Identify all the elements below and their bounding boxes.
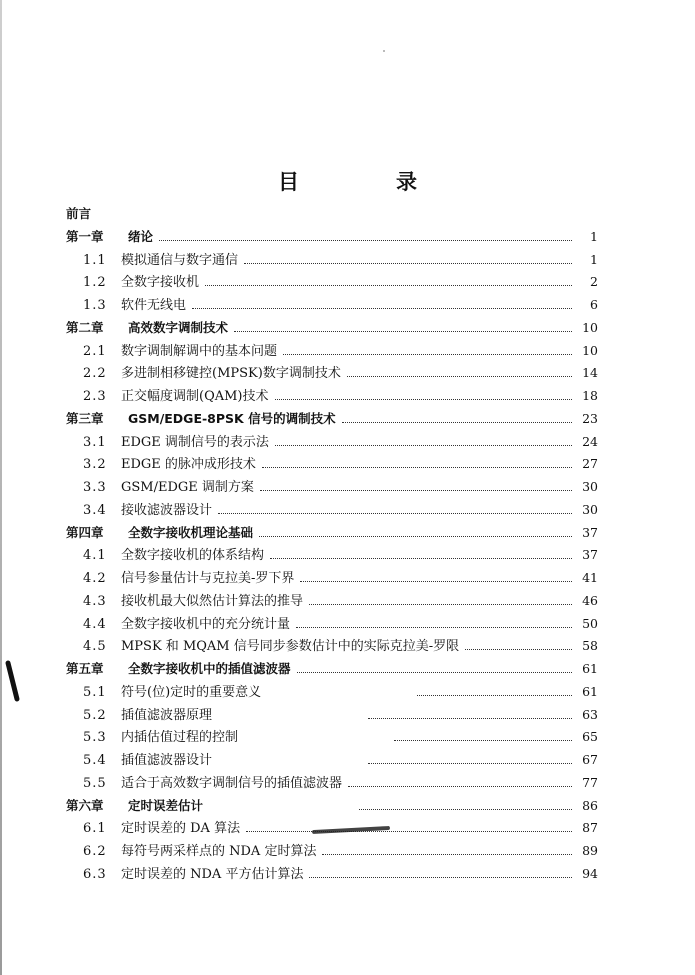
toc-page-number: 10 xyxy=(582,319,598,335)
toc-entry-title: 正交幅度调制(QAM)技术 xyxy=(121,389,269,404)
toc-entry-number: 6.3 xyxy=(83,866,107,882)
toc-page-number: 61 xyxy=(582,661,598,676)
toc-entry-number: 1.1 xyxy=(83,252,107,268)
toc-section-row xyxy=(83,499,598,521)
toc-page-number: 87 xyxy=(582,820,598,836)
toc-entry-title: 插值滤波器设计 xyxy=(121,753,213,768)
toc-entry-number: 第六章 xyxy=(66,797,104,813)
toc-page-number: 89 xyxy=(582,843,598,858)
toc-dot-leader xyxy=(322,854,572,855)
toc-page-number: 61 xyxy=(582,683,598,699)
toc-entry-number: 4.5 xyxy=(83,639,107,655)
toc-entry-number: 5.3 xyxy=(83,730,107,746)
toc-page-number: 77 xyxy=(582,774,598,790)
toc-page-number: 30 xyxy=(582,479,598,494)
toc-entry-number: 3.2 xyxy=(83,457,107,473)
toc-dot-leader xyxy=(260,490,572,491)
toc-entry-number: 2.2 xyxy=(83,366,107,382)
toc-entry-title: 接收滤波器设计 xyxy=(121,502,213,518)
toc-dot-leader xyxy=(246,831,572,832)
toc-entry-number: 6.2 xyxy=(83,844,107,859)
toc-page-number: 1 xyxy=(590,251,598,267)
toc-preface-row xyxy=(66,203,598,225)
toc-page-number: 67 xyxy=(582,752,598,767)
toc-entry-title: 接收机最大似然估计算法的推导 xyxy=(121,593,304,609)
toc-entry-title: 每符号两采样点的 NDA 定时算法 xyxy=(121,844,317,859)
toc-entry-title: 绪论 xyxy=(128,228,154,244)
toc-section-row xyxy=(83,840,598,862)
toc-section-row xyxy=(83,249,598,271)
toc-section-row xyxy=(83,362,598,384)
toc-section-row xyxy=(83,340,598,362)
toc-entry-title: 高效数字调制技术 xyxy=(128,319,229,335)
toc-entry-number: 4.1 xyxy=(83,548,107,564)
toc-entry-title: 全数字接收机理论基础 xyxy=(128,524,254,540)
toc-dot-leader xyxy=(297,672,572,673)
toc-section-row xyxy=(83,294,598,316)
toc-dot-leader xyxy=(270,558,572,559)
toc-entry-title: EDGE 调制信号的表示法 xyxy=(121,434,269,450)
toc-entry-title: 前言 xyxy=(66,206,92,221)
toc-page-number: 10 xyxy=(582,342,598,358)
toc-entry-number: 2.1 xyxy=(83,343,107,359)
toc-page-number: 24 xyxy=(582,433,598,449)
toc-dot-leader xyxy=(234,331,572,332)
toc-section-row xyxy=(83,726,598,748)
toc-page-number: 1 xyxy=(590,228,598,244)
toc-dot-leader xyxy=(394,740,572,741)
toc-entry-title: 定时误差的 NDA 平方估计算法 xyxy=(121,866,304,882)
toc-dot-leader xyxy=(218,513,572,514)
toc-page-number: 65 xyxy=(582,729,598,745)
toc-page-number: 94 xyxy=(582,865,598,881)
toc-entry-number: 第三章 xyxy=(66,410,104,426)
toc-page-number: 50 xyxy=(582,615,598,631)
toc-chapter-row xyxy=(66,317,598,339)
toc-dot-leader xyxy=(296,627,572,628)
toc-chapter-row xyxy=(66,522,598,544)
toc-section-row xyxy=(83,704,598,726)
toc-entry-number: 5.1 xyxy=(83,684,107,700)
toc-entry-number: 1.3 xyxy=(83,298,107,313)
toc-entry-title: 全数字接收机中的插值滤波器 xyxy=(128,661,291,676)
toc-section-row xyxy=(83,863,598,885)
toc-dot-leader xyxy=(244,263,572,264)
toc-page-number: 23 xyxy=(582,410,598,426)
toc-entry-title: 数字调制解调中的基本问题 xyxy=(121,343,278,359)
toc-entry-title: 符号(位)定时的重要意义 xyxy=(121,684,262,700)
toc-entry-title: 多进制相移键控(MPSK)数字调制技术 xyxy=(121,366,341,382)
toc-dot-leader xyxy=(368,763,572,764)
toc-page-number: 58 xyxy=(582,638,598,654)
toc-dot-leader xyxy=(275,399,572,400)
toc-dot-leader xyxy=(465,649,572,650)
toc-entry-title: 全数字接收机的体系结构 xyxy=(121,548,265,564)
toc-dot-leader xyxy=(368,718,572,719)
toc-entry-number: 第五章 xyxy=(66,661,104,676)
toc-entry-title: EDGE 的脉冲成形技术 xyxy=(121,457,256,473)
toc-page-number: 18 xyxy=(582,388,598,403)
page-title: 目 录 xyxy=(278,170,455,194)
toc-entry-number: 第二章 xyxy=(66,319,104,335)
toc-entry-title: 定时误差估计 xyxy=(128,797,204,813)
toc-section-row xyxy=(83,590,598,612)
toc-section-row xyxy=(83,772,598,794)
toc-chapter-row xyxy=(66,408,598,430)
toc-page-number: 41 xyxy=(582,570,598,585)
toc-dot-leader xyxy=(259,536,572,537)
toc-entry-number: 第四章 xyxy=(66,524,104,540)
toc-page-number: 46 xyxy=(582,592,598,608)
toc-page-number: 27 xyxy=(582,456,598,472)
scan-margin-mark xyxy=(5,660,20,702)
toc-entry-number: 4.3 xyxy=(83,593,107,609)
toc-section-row xyxy=(83,749,598,771)
toc-entry-number: 4.2 xyxy=(83,571,107,586)
toc-dot-leader xyxy=(205,285,572,286)
toc-section-row xyxy=(83,476,598,498)
toc-entry-number: 2.3 xyxy=(83,389,107,404)
toc-entry-title: 定时误差的 DA 算法 xyxy=(121,821,241,837)
toc-entry-title: 适合于高效数字调制信号的插值滤波器 xyxy=(121,775,343,791)
toc-entry-title: 插值滤波器原理 xyxy=(121,707,213,723)
toc-entry-number: 3.4 xyxy=(83,502,107,518)
toc-entry-title: MPSK 和 MQAM 信号同步参数估计中的实际克拉美-罗限 xyxy=(121,639,460,655)
toc-section-row xyxy=(83,635,598,657)
toc-page-number: 63 xyxy=(582,706,598,722)
toc-entry-number: 4.4 xyxy=(83,616,107,632)
toc-dot-leader xyxy=(192,308,572,309)
toc-section-row xyxy=(83,431,598,453)
toc-entry-title: 内插估值过程的控制 xyxy=(121,730,239,746)
toc-entry-title: 信号参量估计与克拉美-罗下界 xyxy=(121,571,295,586)
toc-entry-title: GSM/EDGE 调制方案 xyxy=(121,480,254,495)
toc-section-row xyxy=(83,544,598,566)
toc-entry-title: 模拟通信与数字通信 xyxy=(121,252,239,268)
toc-dot-leader xyxy=(342,422,572,423)
toc-section-row xyxy=(83,613,598,635)
toc-page-number: 37 xyxy=(582,524,598,540)
toc-dot-leader xyxy=(283,354,572,355)
toc-page-number: 86 xyxy=(582,797,598,813)
toc-entry-number: 3.3 xyxy=(83,480,107,495)
toc-entry-title: 全数字接收机中的充分统计量 xyxy=(121,616,291,632)
toc-section-row xyxy=(83,271,598,293)
toc-entry-title: 软件无线电 xyxy=(121,298,187,313)
toc-dot-leader xyxy=(347,376,572,377)
toc-dot-leader xyxy=(262,467,572,468)
toc-dot-leader xyxy=(300,581,572,582)
toc-chapter-row xyxy=(66,226,598,248)
toc-section-row xyxy=(83,567,598,589)
toc-page-number: 6 xyxy=(590,297,598,312)
toc-entry-number: 5.5 xyxy=(83,775,107,791)
page-left-edge xyxy=(0,0,2,975)
toc-section-row xyxy=(83,385,598,407)
toc-dot-leader xyxy=(359,809,572,810)
toc-dot-leader xyxy=(309,877,572,878)
toc-dot-leader xyxy=(417,695,572,696)
toc-dot-leader xyxy=(309,604,572,605)
toc-page-number: 14 xyxy=(582,365,598,381)
toc-entry-number: 5.4 xyxy=(83,753,107,768)
toc-dot-leader xyxy=(275,445,572,446)
toc-entry-number: 5.2 xyxy=(83,707,107,723)
toc-entry-title: GSM/EDGE-8PSK 信号的调制技术 xyxy=(128,410,336,426)
scan-speck xyxy=(383,50,385,52)
toc-entry-title: 全数字接收机 xyxy=(121,275,200,291)
toc-section-row xyxy=(83,681,598,703)
toc-entry-number: 6.1 xyxy=(83,821,107,837)
toc-entry-number: 1.2 xyxy=(83,275,107,291)
toc-page-number: 37 xyxy=(582,547,598,563)
toc-entry-number: 第一章 xyxy=(66,228,104,244)
toc-chapter-row xyxy=(66,658,598,680)
toc-dot-leader xyxy=(159,240,572,241)
toc-chapter-row xyxy=(66,795,598,817)
toc-section-row xyxy=(83,453,598,475)
toc-entry-number: 3.1 xyxy=(83,434,107,450)
toc-page-number: 2 xyxy=(590,274,598,290)
toc-dot-leader xyxy=(348,786,572,787)
toc-page-number: 30 xyxy=(582,501,598,517)
